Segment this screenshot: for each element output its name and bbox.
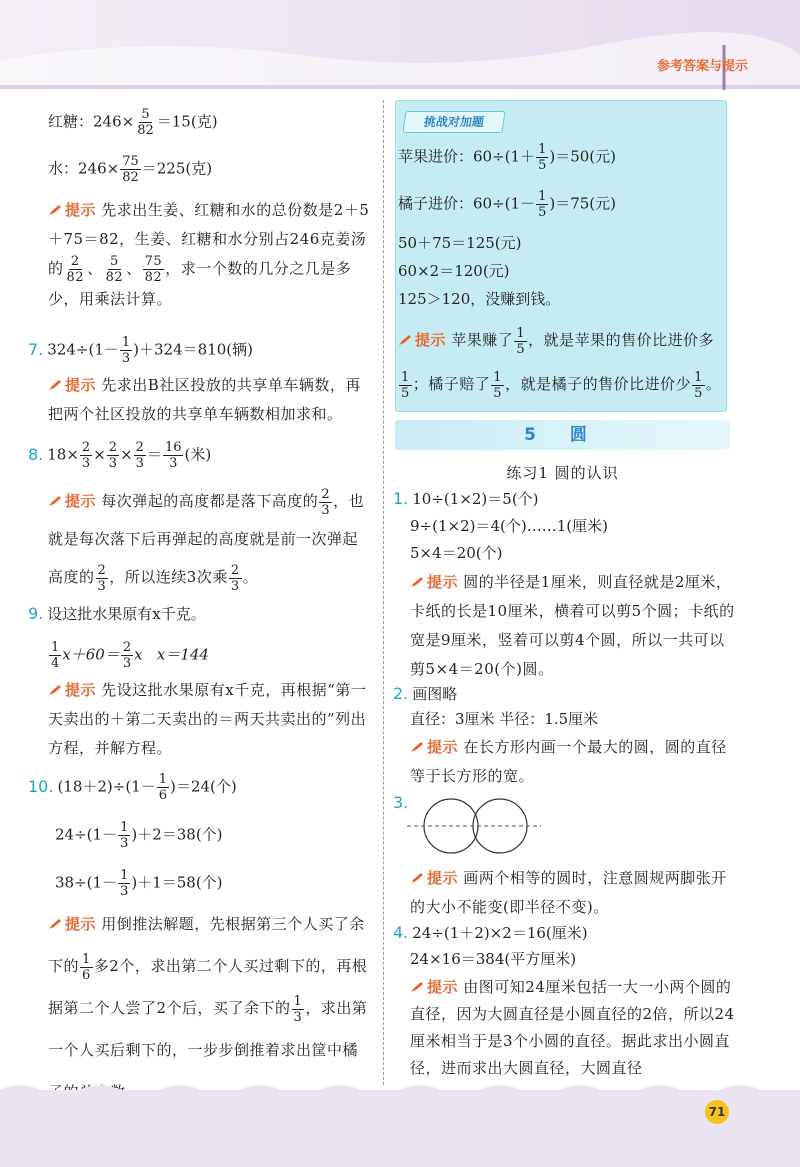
- question-10-line-3: 38÷(1－ $\frac{1}{3}$ )＋1＝58(个): [55, 868, 223, 899]
- question-8: 8. 18× $\frac{2}{3}$ × $\frac{2}{3}$ × $\frac{2}{3}$ ＝ $\frac{16}{3}$ (米): [28, 440, 212, 471]
- pencil-icon: [410, 741, 424, 753]
- pencil-icon: [398, 334, 412, 346]
- pencil-icon: [410, 981, 424, 993]
- challenge-orange: 橘子进价：60÷(1－ $\frac{1}{5}$ )＝75(元): [398, 189, 616, 220]
- question-r4-line-2: 24×16＝384(平方厘米): [410, 950, 577, 968]
- question-r3: 3.: [393, 793, 409, 812]
- header-title: 参考答案与提示: [656, 59, 748, 74]
- header-decoration: [0, 0, 800, 100]
- page-number: 71: [705, 1100, 729, 1124]
- question-10-line-1: 10. (18＋2)÷(1－ $\frac{1}{6}$ )＝24(个): [28, 772, 237, 803]
- question-r1-line-3: 5×4＝20(个): [410, 544, 503, 562]
- hint-r4: 提示 由图可知24厘米包括一大一小两个圆的直径，因为大圆直径是小圆直径的2倍，所以24厘米相当于是3个小圆的直径。据此求出小圆直径，进而求出大圆直径，大圆直径: [410, 978, 735, 1077]
- question-r1-line-1: 1. 10÷(1×2)＝5(个): [393, 489, 539, 508]
- challenge-tag: 挑战对加题: [402, 111, 505, 133]
- question-r2-line-2: 直径：3厘米 半径：1.5厘米: [410, 710, 599, 728]
- hint-r1: 提示 圆的半径是1厘米，则直径就是2厘米，卡纸的长是10厘米，横着可以剪5个圆；卡纸的宽是9厘米，竖着可以剪4个圆，所以一共可以剪5×4＝20(个)圆。: [410, 573, 735, 678]
- question-9: 9. 设这批水果原有x千克。: [28, 604, 206, 623]
- pencil-icon: [48, 684, 62, 696]
- challenge-line-4: 60×2＝120(元): [398, 262, 510, 280]
- question-r2-line-1: 2. 画图略: [393, 684, 458, 703]
- hint-7: 提示 先求出B社区投放的共享单车辆数，再把两个社区投放的共享单车辆数相加求和。: [48, 376, 361, 423]
- question-7: 7. 324÷(1－ $\frac{1}{3}$ )＋324＝810(辆): [28, 335, 253, 366]
- hint-10: 提示 用倒推法解题，先根据第三个人买了余下的 $\frac{1}{6}$ 多2个，求出第二个人买过剩下的，再根据第二个人尝了2个后，买了余下的 $\frac{1}{3}$ ，求出第一个人买后剩下的，一步步倒推着求出筐中橘: [48, 915, 368, 1059]
- pencil-icon: [410, 576, 424, 588]
- chapter-title: 5 圆: [395, 420, 730, 450]
- footer-decoration: [0, 1076, 800, 1167]
- hint-6: 提示 先求出生姜、红糖和水的总份数是2＋5＋75＝82，生姜、红糖和水分别占246克姜汤的 $\frac{2}{82}$ 、 $\frac{5}{82}$ 、 $\frac{75}{82}$ ，求一个数的几分之几是多少，用乘法计算。: [48, 201, 370, 308]
- pencil-icon: [48, 379, 62, 391]
- hint-9: 提示 先设这批水果原有x千克，再根据“第一天卖出的＋第二天卖出的＝两天共卖出的”列出方程，并解方程。: [48, 681, 367, 757]
- challenge-apple: 苹果进价：60÷(1＋ $\frac{1}{5}$ )＝50(元): [398, 142, 616, 173]
- column-divider: [383, 100, 384, 1085]
- two-circles-diagram: [405, 796, 545, 856]
- pencil-icon: [48, 918, 62, 930]
- answer-sugar: 红糖：246× $\frac{5}{82}$ ＝15(克): [48, 107, 218, 138]
- question-10-line-2: 24÷(1－ $\frac{1}{3}$ )＋2＝38(个): [55, 820, 223, 851]
- question-r1-line-2: 9÷(1×2)＝4(个)……1(厘米): [410, 517, 608, 535]
- equation-9: $\frac{1}{4}$ x＋60＝ $\frac{2}{3}$ x x＝144: [51, 640, 209, 671]
- question-r4-line-1: 4. 24÷(1＋2)×2＝16(厘米): [393, 923, 588, 942]
- pencil-icon: [48, 204, 62, 216]
- pencil-icon: [48, 495, 62, 507]
- challenge-line-5: 125＞120，没赚到钱。: [398, 290, 561, 308]
- challenge-hint: 提示 苹果赚了 $\frac{1}{5}$ ，就是苹果的售价比进价多 $\frac{1}{5}$ ；橘子赔了 $\frac{1}{5}$ ，就是橘子的售价比进价少 $\frac{1}{5}$ 。: [398, 318, 723, 406]
- hint-r3: 提示 画两个相等的圆时，注意圆规两脚张开的大小不能变(即半径不变)。: [410, 869, 727, 916]
- hint-8: 提示 每次弹起的高度都是落下高度的 $\frac{2}{3}$ ，也就是每次落下后再弹起的高度就是前一次弹起高度的 $\frac{2}{3}$ ，所以连续3次乘 $\frac{2}{3}$ 。: [48, 486, 365, 594]
- pencil-icon: [410, 872, 424, 884]
- hint-r2: 提示 在长方形内画一个最大的圆，圆的直径等于长方形的宽。: [410, 738, 727, 785]
- section-title: 练习1 圆的认识: [506, 464, 619, 482]
- answer-water: 水：246× $\frac{75}{82}$ ＝225(克): [48, 154, 213, 185]
- challenge-line-3: 50＋75＝125(元): [398, 234, 522, 252]
